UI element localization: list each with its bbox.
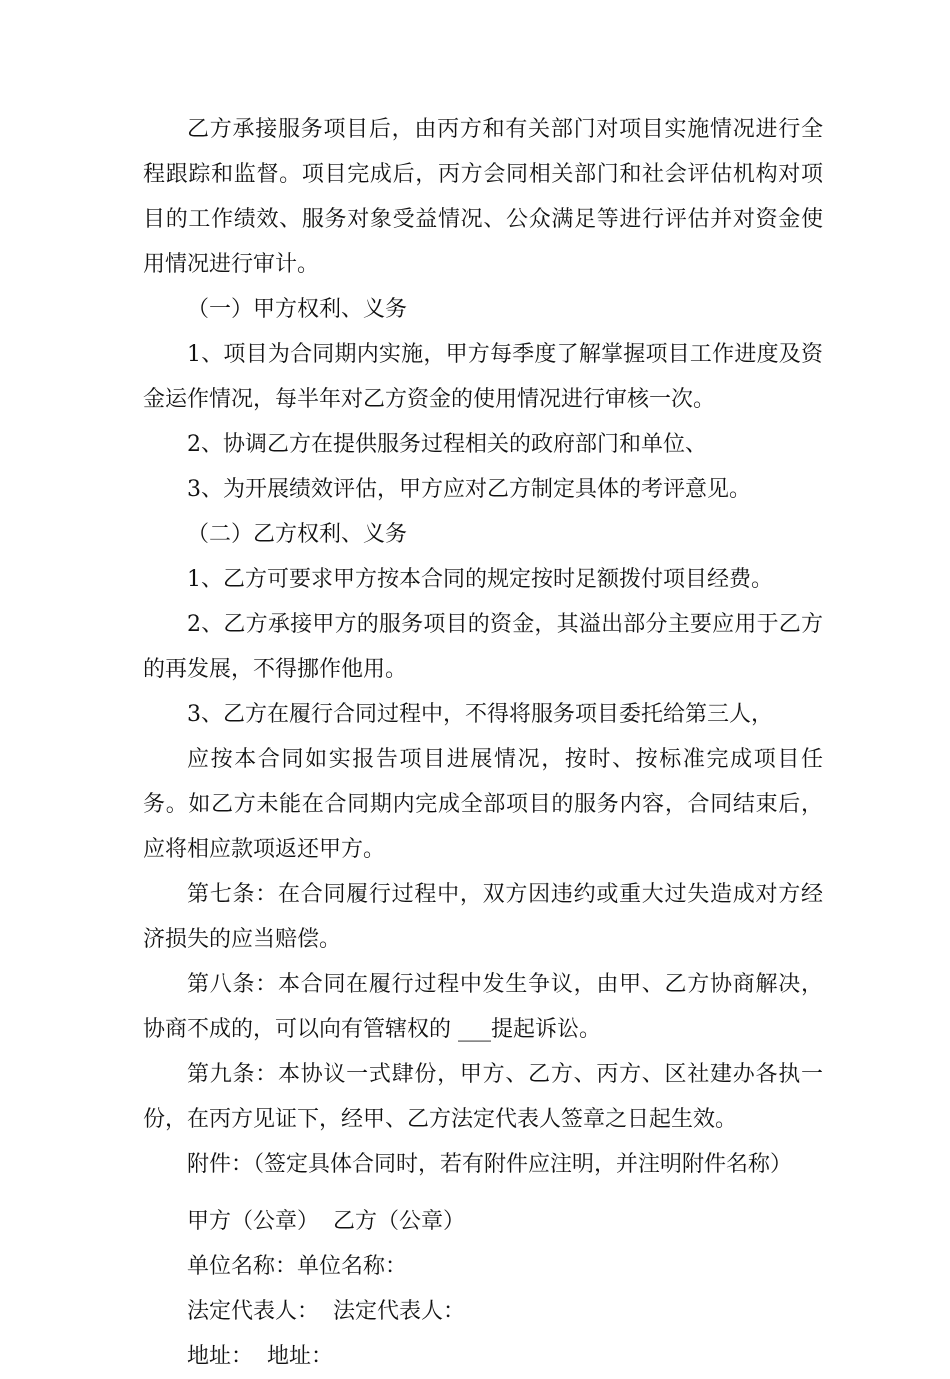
unit-name-b: 单位名称： bbox=[297, 1254, 408, 1279]
paragraph-a-3: 3、为开展绩效评估，甲方应对乙方制定具体的考评意见。 bbox=[187, 477, 751, 502]
party-a-seal: 甲方（公章） bbox=[187, 1209, 320, 1234]
address-b: 地址： bbox=[267, 1344, 334, 1369]
paragraph-evaluation: 乙方承接服务项目后，由丙方和有关部门对项目实施情况进行全程跟踪和监督。项目完成后，丙方会同相关部门和社会评估机构对项目的工作绩效、服务对象受益情况、公众满足等进行评估并对资金使用情况进行审计。 bbox=[143, 117, 823, 277]
attachment-note: 附件：（签定具体合同时，若有附件应注明，并注明附件名称） bbox=[187, 1152, 793, 1177]
article-nine: 第九条：本协议一式肆份，甲方、乙方、丙方、区社建办各执一份，在丙方见证下，经甲、乙方法定代表人签章之日起生效。 bbox=[143, 1062, 823, 1132]
address-row bbox=[143, 1334, 823, 1379]
party-b-seal: 乙方（公章） bbox=[333, 1209, 466, 1234]
legal-rep-a: 法定代表人： bbox=[187, 1299, 320, 1324]
heading-party-a-rights: （一）甲方权利、义务 bbox=[187, 297, 408, 322]
paragraph-b-1: 1、乙方可要求甲方按本合同的规定按时足额拨付项目经费。 bbox=[187, 567, 773, 592]
spacer bbox=[143, 1187, 823, 1199]
paragraph-b-3: 3、乙方在履行合同过程中，不得将服务项目委托给第三人， bbox=[187, 702, 773, 727]
unit-name-a: 单位名称： bbox=[187, 1254, 298, 1279]
address-a: 地址： bbox=[187, 1344, 254, 1369]
paragraph-b-3-cont: 应按本合同如实报告项目进展情况，按时、按标准完成项目任务。如乙方未能在合同期内完成全部项目的服务内容，合同结束后，应将相应款项返还甲方。 bbox=[143, 747, 823, 862]
legal-rep-row bbox=[143, 1289, 823, 1334]
article-seven: 第七条：在合同履行过程中，双方因违约或重大过失造成对方经济损失的应当赔偿。 bbox=[143, 882, 823, 952]
paragraph-a-1: 1、项目为合同期内实施，甲方每季度了解掌握项目工作进度及资金运作情况，每半年对乙方资金的使用情况进行审核一次。 bbox=[143, 342, 823, 412]
unit-name-row bbox=[143, 1244, 823, 1289]
paragraph-a-2: 2、协调乙方在提供服务过程相关的政府部门和单位、 bbox=[187, 432, 707, 457]
legal-rep-b: 法定代表人： bbox=[333, 1299, 466, 1324]
heading-party-b-rights: （二）乙方权利、义务 bbox=[187, 522, 408, 547]
paragraph-b-2: 2、乙方承接甲方的服务项目的资金，其溢出部分主要应用于乙方的再发展，不得挪作他用。 bbox=[143, 612, 823, 682]
seal-row bbox=[143, 1199, 823, 1244]
document-body bbox=[143, 107, 823, 1379]
article-eight: 第八条：本合同在履行过程中发生争议，由甲、乙方协商解决，协商不成的，可以向有管辖权的 ___提起诉讼。 bbox=[143, 972, 823, 1042]
